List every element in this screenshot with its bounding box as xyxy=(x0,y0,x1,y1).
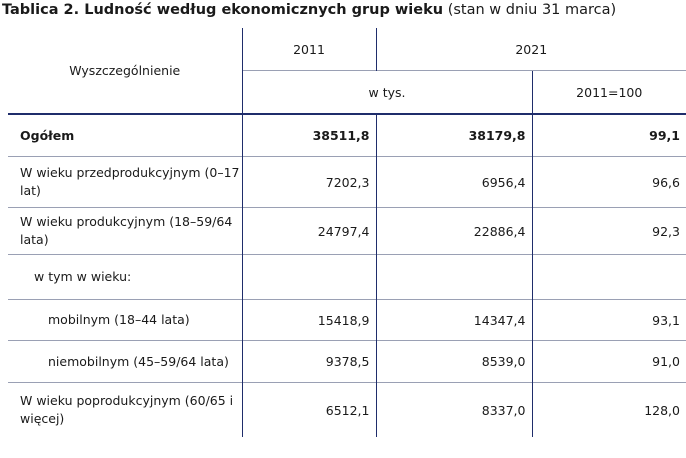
table-title: Tablica 2. Ludność według ekonomicznych grup wieku xyxy=(2,2,444,18)
value-2021: 38179,8 xyxy=(376,114,532,157)
header-index: 2011=100 xyxy=(532,71,686,115)
row-label: mobilnym (18–44 lata) xyxy=(8,300,242,341)
row-label: niemobilnym (45–59/64 lata) xyxy=(8,341,242,383)
value-index: 99,1 xyxy=(532,114,686,157)
header-year-2021: 2021 xyxy=(376,28,686,71)
header-unit: w tys. xyxy=(242,71,532,115)
value-2011: 9378,5 xyxy=(242,341,376,383)
value-2011: 38511,8 xyxy=(242,114,376,157)
row-label: w tym w wieku: xyxy=(8,255,242,300)
table-row xyxy=(8,157,686,208)
table-row xyxy=(8,300,686,341)
value-index: 92,3 xyxy=(532,208,686,255)
value-2021 xyxy=(376,255,532,300)
row-label: W wieku poprodukcyjnym (60/65 i więcej) xyxy=(8,383,242,438)
value-2011: 15418,9 xyxy=(242,300,376,341)
header-label: Wyszczególnienie xyxy=(69,63,181,78)
table-caption xyxy=(2,0,616,20)
value-index: 93,1 xyxy=(532,300,686,341)
table-subtitle: (stan w dniu 31 marca) xyxy=(447,2,617,18)
row-label: W wieku przedprodukcyjnym (0–17 lat) xyxy=(8,157,242,208)
value-index: 91,0 xyxy=(532,341,686,383)
value-2021: 8539,0 xyxy=(376,341,532,383)
value-2011: 7202,3 xyxy=(242,157,376,208)
value-2021: 6956,4 xyxy=(376,157,532,208)
table-row xyxy=(8,114,686,157)
value-2021: 14347,4 xyxy=(376,300,532,341)
value-2011: 6512,1 xyxy=(242,383,376,438)
row-label: Ogółem xyxy=(8,114,242,157)
table-row xyxy=(8,341,686,383)
value-2021: 22886,4 xyxy=(376,208,532,255)
table-row xyxy=(8,383,686,438)
table-row xyxy=(8,255,686,300)
population-table xyxy=(8,28,686,437)
value-2011: 24797,4 xyxy=(242,208,376,255)
value-index xyxy=(532,255,686,300)
value-2011 xyxy=(242,255,376,300)
header-year-2011: 2011 xyxy=(242,28,376,71)
table-row xyxy=(8,208,686,255)
value-2021: 8337,0 xyxy=(376,383,532,438)
value-index: 96,6 xyxy=(532,157,686,208)
row-label: W wieku produkcyjnym (18–59/64 lata) xyxy=(8,208,242,255)
value-index: 128,0 xyxy=(532,383,686,438)
